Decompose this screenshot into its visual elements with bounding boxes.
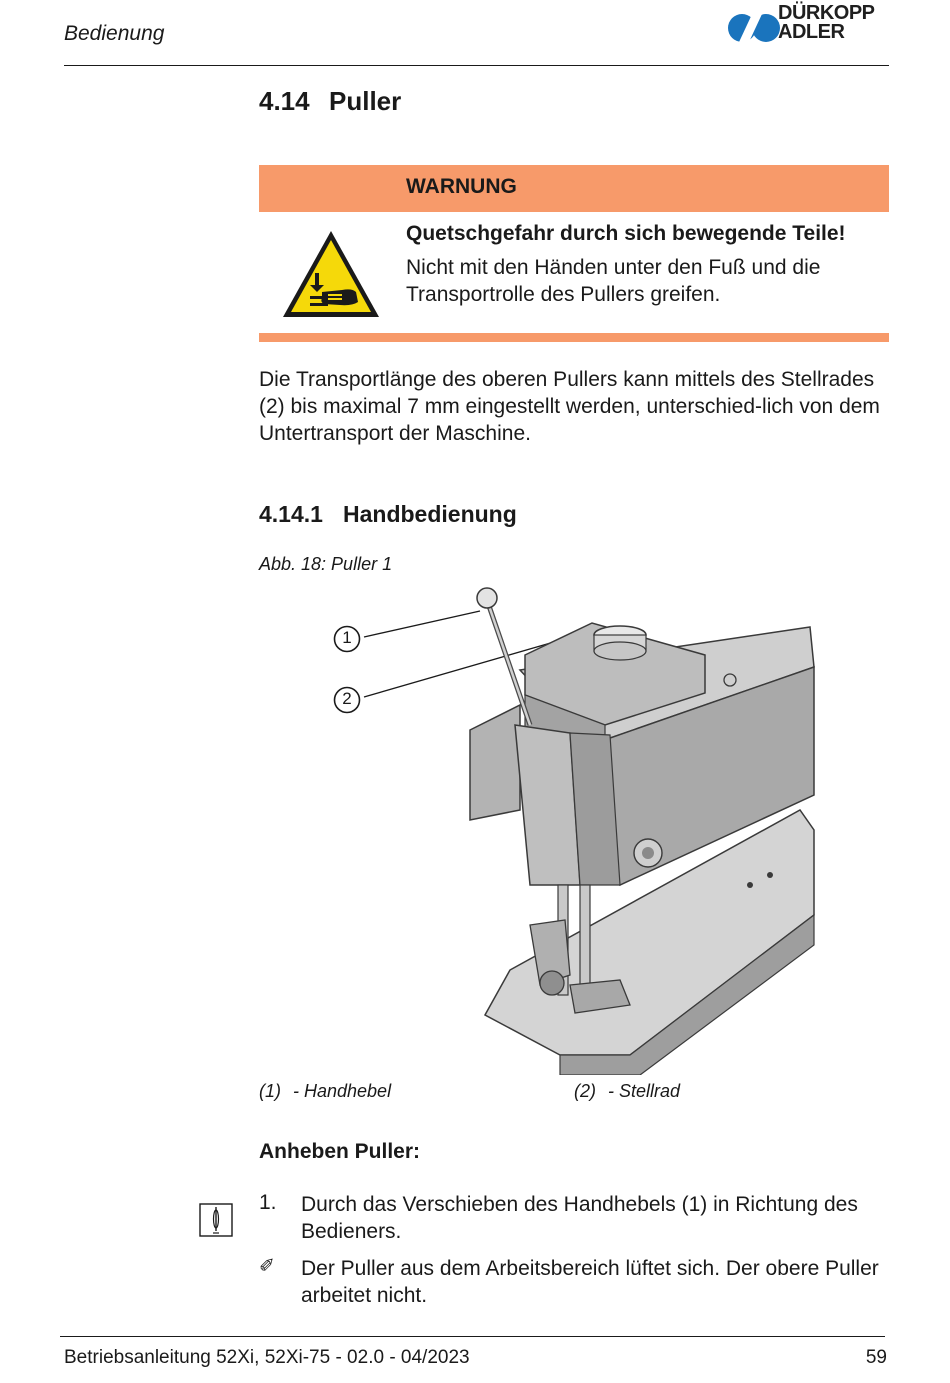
warning-headline: Quetschgefahr durch sich bewegende Teile! (406, 222, 846, 245)
puller-machine-illustration (330, 585, 820, 1075)
warning-text: Nicht mit den Händen unter den Fuß und die Transportrolle des Pullers greifen. (406, 256, 821, 306)
intro-paragraph: Die Transportlänge des oberen Pullers kann mittels des Stellrades (2) bis maximal 7 mm eingestellt werden, unterschied-lich von dem Untertransport der Maschine. (259, 368, 880, 445)
footer-page-number: 59 (865, 1347, 887, 1368)
step-number: 1. (259, 1191, 277, 1214)
warning-label: WARNUNG (406, 175, 517, 198)
result-arrow-icon: ✐ (259, 1256, 275, 1277)
procedure-title: Anheben Puller: (259, 1140, 421, 1163)
legend-item-stellrad: (2) - Stellrad (574, 1081, 681, 1101)
footer-rule (60, 1336, 885, 1337)
header-rule (64, 65, 889, 66)
logo-wordmark: DÜRKOPP ADLER (778, 2, 875, 43)
section-heading: 4.14 Puller (259, 86, 402, 116)
warning-header-bar (259, 165, 889, 212)
warning-bottom-bar (259, 333, 889, 342)
figure-caption: Abb. 18: Puller 1 (259, 554, 393, 574)
header-section-title: Bedienung (64, 22, 165, 45)
crush-hazard-warning-icon (280, 228, 382, 320)
footer-document-title: Betriebsanleitung 52Xi, 52Xi-75 - 02.0 - 04/2023 (64, 1347, 470, 1368)
callout-2: 2 (333, 686, 361, 714)
step-text: Durch das Verschieben des Handhebels (1) in Richtung des Bedieners. (301, 1193, 858, 1243)
needle-operation-icon (199, 1203, 233, 1237)
subsection-heading: 4.14.1 Handbedienung (259, 501, 517, 527)
result-text: Der Puller aus dem Arbeitsbereich lüftet sich. Der obere Puller arbeitet nicht. (301, 1257, 879, 1307)
legend-item-handhebel: (1) - Handhebel (259, 1081, 392, 1101)
callout-1: 1 (333, 625, 361, 653)
